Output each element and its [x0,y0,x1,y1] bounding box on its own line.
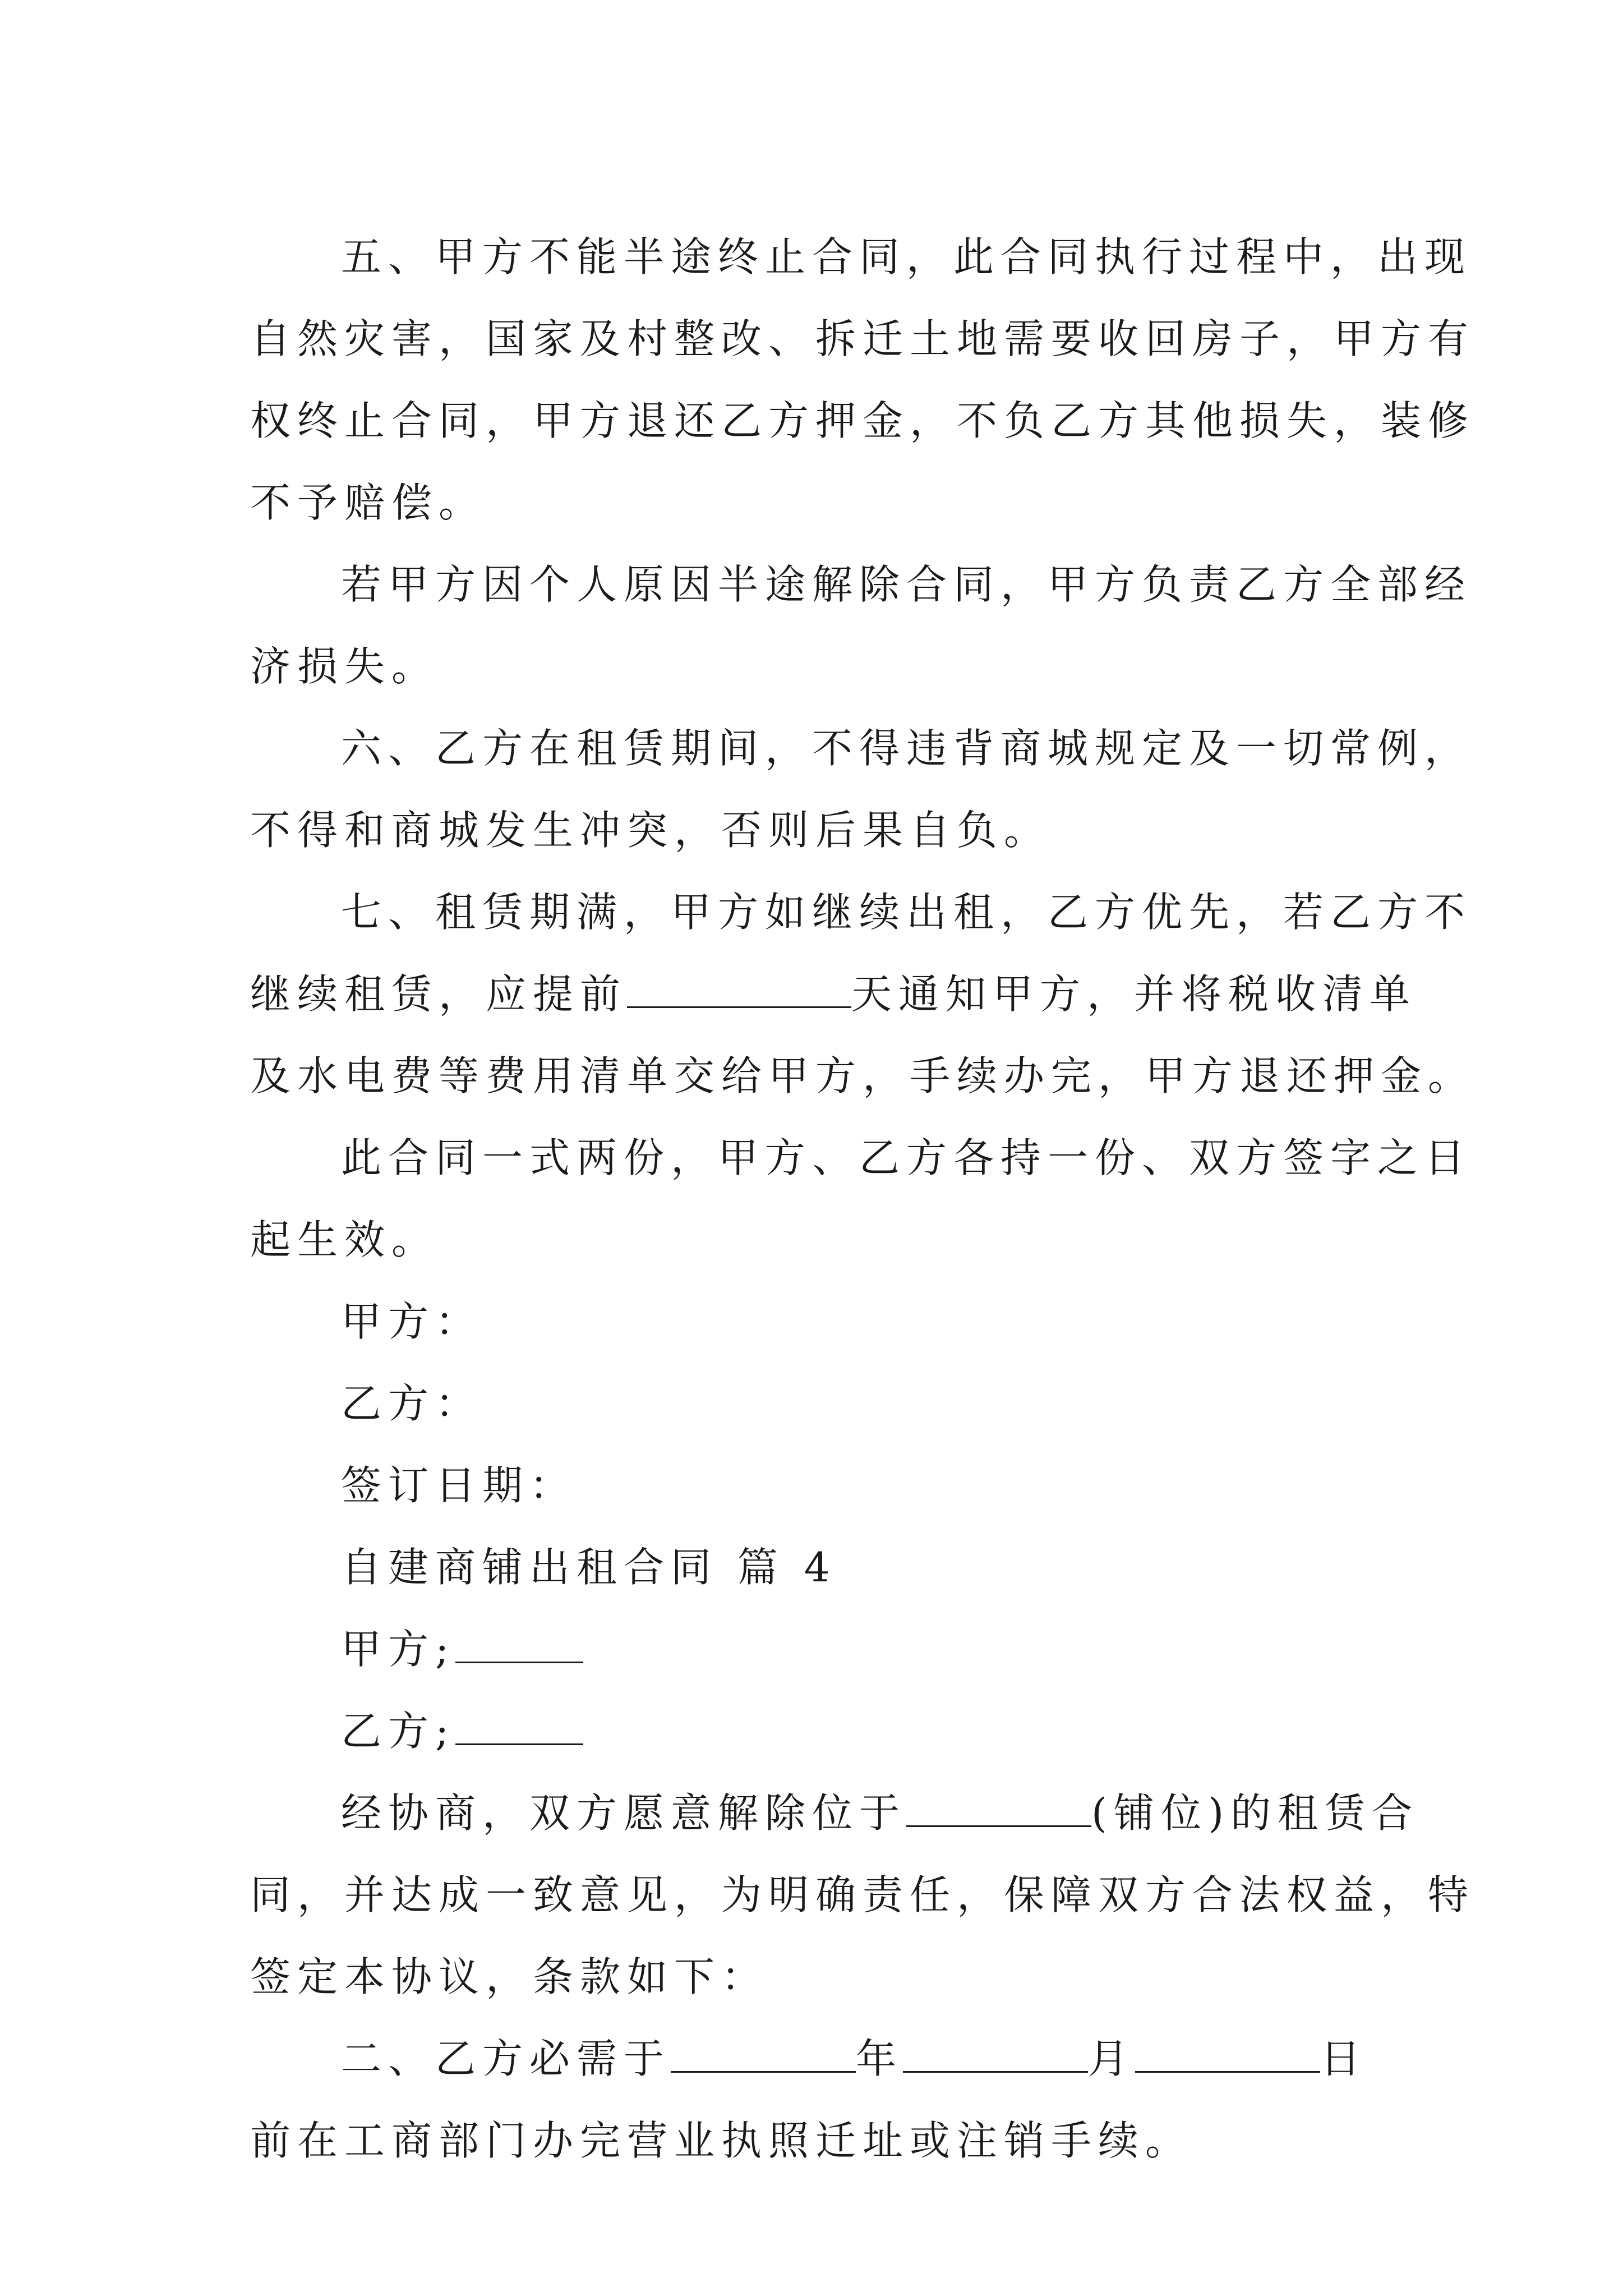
party-a-line [250,1608,1372,1690]
text-line: 及水电费等费用清单交给甲方，手续办完，甲方退还押金。 [250,1052,1476,1099]
party-a-label: 甲方; [341,1626,456,1673]
text-line: 不得和商城发生冲突，否则后果自负。 [250,807,1052,854]
text-segment: 经协商，双方愿意解除位于 [341,1789,907,1837]
text-line [250,2018,1372,2100]
fill-in-blank [455,1710,583,1745]
text-line: 七、租赁期满，甲方如继续出租，乙方优先，若乙方不 [341,889,1472,936]
fill-in-blank [1135,2037,1320,2073]
sign-date-label: 签订日期： [341,1462,577,1509]
party-a-label: 甲方： [341,1298,483,1345]
fill-in-blank [627,973,851,1008]
paragraph-agreement-intro [250,1772,1476,2018]
paragraph-copies-clause [250,1117,1472,1281]
document-body [250,216,1476,2182]
text-line: 五、甲方不能半途终止合同，此合同执行过程中，出现 [341,233,1472,280]
text-segment: 年 [856,2035,903,2082]
text-line: 不予赔偿。 [250,479,486,526]
text-line: 前在工商部门办完营业执照迁址或注销手续。 [250,2117,1193,2164]
fill-in-blank [906,1792,1091,1827]
paragraph-clause-5-addendum [250,544,1472,707]
text-line [250,953,1417,1035]
section-title: 自建商铺出租合同 篇 4 [341,1544,837,1591]
text-line: 济损失。 [250,643,439,690]
text-line: 此合同一式两份，甲方、乙方各持一份、双方签字之日 [341,1134,1472,1181]
paragraph-clause-6 [250,707,1472,871]
fill-in-blank [903,2037,1088,2073]
text-line: 若甲方因个人原因半途解除合同，甲方负责乙方全部经 [341,561,1472,608]
fill-in-blank [455,1628,583,1663]
text-segment: (铺位)的租赁合 [1091,1789,1419,1837]
text-line [250,1772,1419,1854]
party-b-label: 乙方; [341,1708,456,1755]
party-b-label: 乙方： [341,1380,483,1427]
paragraph-clause-7 [250,871,1476,1117]
signature-block [250,1281,1372,1526]
fill-in-blank [671,2037,856,2073]
text-segment: 天通知甲方，并将税收清单 [851,970,1417,1018]
text-line: 同，并达成一致意见，为明确责任，保障双方合法权益，特 [250,1871,1476,1918]
text-segment: 月 [1088,2035,1136,2082]
text-segment: 继续租赁，应提前 [250,970,628,1018]
text-segment: 日 [1320,2035,1368,2082]
party-b-line [250,1690,1372,1772]
paragraph-clause-5 [250,216,1476,544]
text-line: 起生效。 [250,1216,439,1263]
text-line: 权终止合同，甲方退还乙方押金，不负乙方其他损失，装修 [250,397,1476,444]
text-segment: 二、乙方必需于 [341,2035,671,2082]
text-line: 自然灾害，国家及村整改、拆迁土地需要收回房子，甲方有 [250,315,1476,362]
text-line: 签定本协议，条款如下： [250,1953,769,2000]
text-line: 六、乙方在租赁期间，不得违背商城规定及一切常例， [341,725,1472,772]
section-4-header [250,1526,1372,1772]
paragraph-clause-2 [250,2018,1372,2182]
